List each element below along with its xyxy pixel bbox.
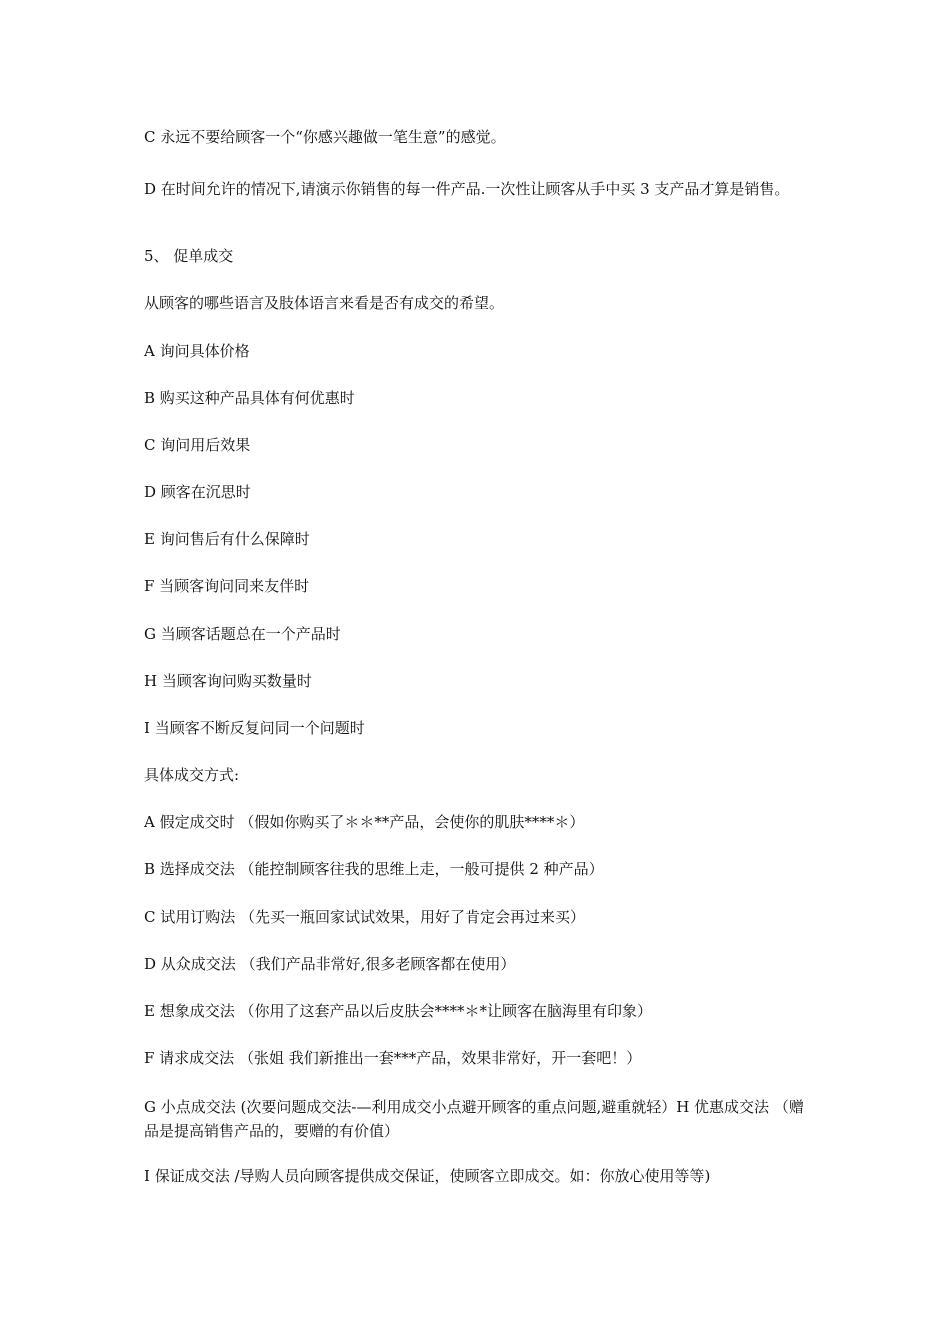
method-item-d: D 从众成交法 （我们产品非常好,很多老顾客都在使用） [144, 955, 516, 973]
method-item-f: F 请求成交法 （张姐 我们新推出一套***产品，效果非常好，开一套吧！） [144, 1049, 642, 1067]
section-heading-close-methods: 具体成交方式: [144, 766, 240, 784]
paragraph-c-never-give-impression: C 永远不要给顾客一个“你感兴趣做一笔生意”的感觉。 [144, 128, 506, 146]
signal-item-g: G 当顾客话题总在一个产品时 [144, 625, 341, 643]
signal-item-i: I 当顾客不断反复问同一个问题时 [144, 719, 365, 737]
section-heading-close-deal: 5、 促单成交 [144, 247, 234, 265]
signal-item-h: H 当顾客询问购买数量时 [144, 672, 312, 690]
signal-item-a: A 询问具体价格 [144, 342, 250, 360]
signal-item-e: E 询问售后有什么保障时 [144, 530, 310, 548]
signal-item-b: B 购买这种产品具体有何优惠时 [144, 389, 355, 407]
paragraph-d-demonstrate-products: D 在时间允许的情况下,请演示你销售的每一件产品.一次性让顾客从手中买 3 支产品才算是销售。 [144, 180, 790, 198]
signal-item-c: C 询问用后效果 [144, 436, 251, 454]
signal-item-d: D 顾客在沉思时 [144, 483, 251, 501]
method-item-i: I 保证成交法 /导购人员向顾客提供成交保证，使顾客立即成交。如：你放心使用等等) [144, 1167, 711, 1185]
method-item-b: B 选择成交法 （能控制顾客往我的思维上走，一般可提供 2 种产品） [144, 860, 604, 878]
paragraph-buying-signals-intro: 从顾客的哪些语言及肢体语言来看是否有成交的希望。 [144, 294, 505, 312]
method-item-c: C 试用订购法 （先买一瓶回家试试效果，用好了肯定会再过来买） [144, 908, 586, 926]
method-item-g-h: G 小点成交法 (次要问题成交法-—利用成交小点避开顾客的重点问题,避重就轻）H 优惠成交法 （赠品是提高销售产品的，要赠的有价值） [144, 1098, 804, 1140]
method-item-a: A 假定成交时 （假如你购买了＊＊**产品，会使你的肌肤****＊） [144, 813, 585, 831]
signal-item-f: F 当顾客询问同来友伴时 [144, 577, 310, 595]
method-item-e: E 想象成交法 （你用了这套产品以后皮肤会****＊*让顾客在脑海里有印象） [144, 1002, 652, 1020]
